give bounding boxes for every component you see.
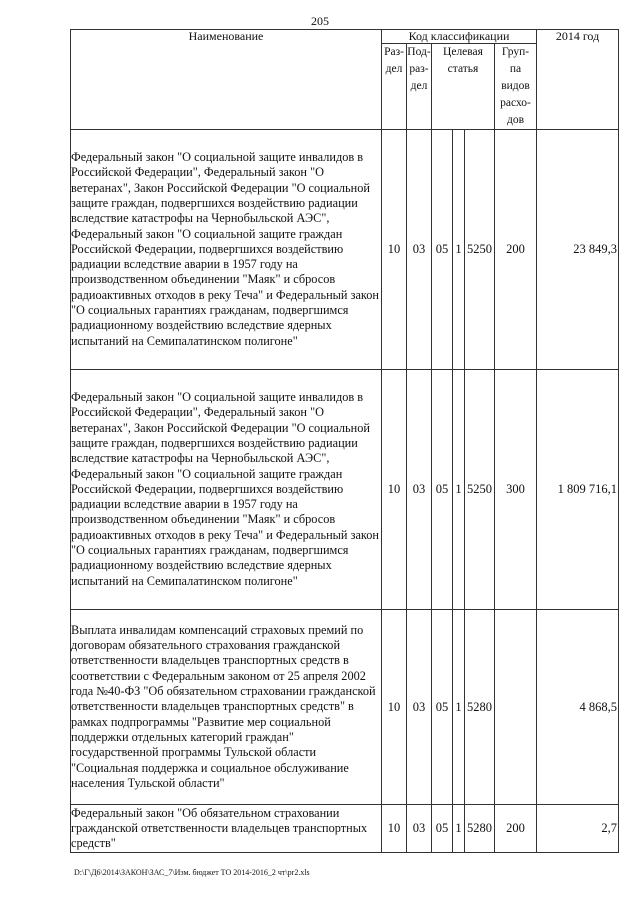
row-name: Федеральный закон "О социальной защите инвалидов в Российской Федерации", Федеральный закон "О ветеранах", Закон Российской Федерации "О социальной защите граждан, подвергшихся воздействию радиации вследствие катастрофы на Чернобыльской АЭС", Федеральный закон "О социальной защите граждан Российской Федерации, подвергшихся воздействию радиации вследствие аварии в 1957 году на производственном объединении "Маяк" и сбросов радиоактивных отходов в реку Теча" и Федеральный закон "О социальных гарантиях гражданам, подвергшимся радиационному воздействию вследствие ядерных испытаний на Семипалатинском полигоне": [71, 130, 382, 370]
header-target-article: Целевая статья: [432, 44, 495, 130]
row-target-part2: 1: [453, 370, 465, 610]
row-subsection: 03: [407, 370, 432, 610]
row-target-part2: 1: [453, 130, 465, 370]
table-row: [71, 610, 619, 805]
header-classification: Код классификации: [382, 30, 537, 44]
row-amount: 4 868,5: [537, 610, 619, 805]
row-subsection: 03: [407, 805, 432, 853]
row-section: 10: [382, 805, 407, 853]
budget-table: [70, 29, 619, 853]
row-target-part2: 1: [453, 610, 465, 805]
row-name: Федеральный закон "Об обязательном страховании гражданской ответственности владельцев транспортных средств": [71, 805, 382, 853]
row-target-part1: 05: [432, 130, 453, 370]
header-name: Наименование: [71, 30, 382, 130]
row-target-part3: 5280: [465, 610, 495, 805]
row-name: Выплата инвалидам компенсаций страховых премий по договорам обязательного страхования гражданской ответственности владельцев транспортных средств в соответствии с Федеральным законом от 25 апреля 2002 года №40-ФЗ "Об обязательном страховании гражданской ответственности владельцев транспортных средств" в рамках подпрограммы "Развитие мер социальной поддержки отдельных категорий граждан" государственной программы Тульской области "Социальная поддержка и социальное обслуживание населения Тульской области": [71, 610, 382, 805]
row-target-part3: 5250: [465, 130, 495, 370]
row-target-part1: 05: [432, 805, 453, 853]
row-group: 200: [495, 130, 537, 370]
row-section: 10: [382, 610, 407, 805]
table-row: [71, 370, 619, 610]
row-amount: 1 809 716,1: [537, 370, 619, 610]
row-name: Федеральный закон "О социальной защите инвалидов в Российской Федерации", Федеральный закон "О ветеранах", Закон Российской Федерации "О социальной защите граждан, подвергшихся воздействию радиации вследствие катастрофы на Чернобыльской АЭС", Федеральный закон "О социальной защите граждан Российской Федерации, подвергшихся воздействию радиации вследствие аварии в 1957 году на производственном объединении "Маяк" и сбросов радиоактивных отходов в реку Теча" и Федеральный закон "О социальных гарантиях гражданам, подвергшимся радиационному воздействию вследствие ядерных испытаний на Семипалатинском полигоне": [71, 370, 382, 610]
row-amount: 2,7: [537, 805, 619, 853]
page-number: 205: [311, 14, 329, 28]
header-expense-group: Груп- па видов расхо- дов: [495, 44, 537, 130]
row-target-part2: 1: [453, 805, 465, 853]
row-group: 300: [495, 370, 537, 610]
row-subsection: 03: [407, 130, 432, 370]
row-subsection: 03: [407, 610, 432, 805]
row-target-part3: 5280: [465, 805, 495, 853]
row-target-part1: 05: [432, 370, 453, 610]
row-target-part3: 5250: [465, 370, 495, 610]
table-row: [71, 130, 619, 370]
row-group: [495, 610, 537, 805]
header-section: Раз- дел: [382, 44, 407, 130]
footer-file-path: D:\Г\Д6\2014\ЗАКОН\ЗАС_7\Изм. бюджет ТО 2014-2016_2 чт\pr2.xls: [74, 868, 310, 877]
header-year: 2014 год: [537, 30, 619, 130]
row-section: 10: [382, 130, 407, 370]
row-target-part1: 05: [432, 610, 453, 805]
row-amount: 23 849,3: [537, 130, 619, 370]
table-row: [71, 805, 619, 853]
header-subsection: Под- раз- дел: [407, 44, 432, 130]
row-group: 200: [495, 805, 537, 853]
row-section: 10: [382, 370, 407, 610]
